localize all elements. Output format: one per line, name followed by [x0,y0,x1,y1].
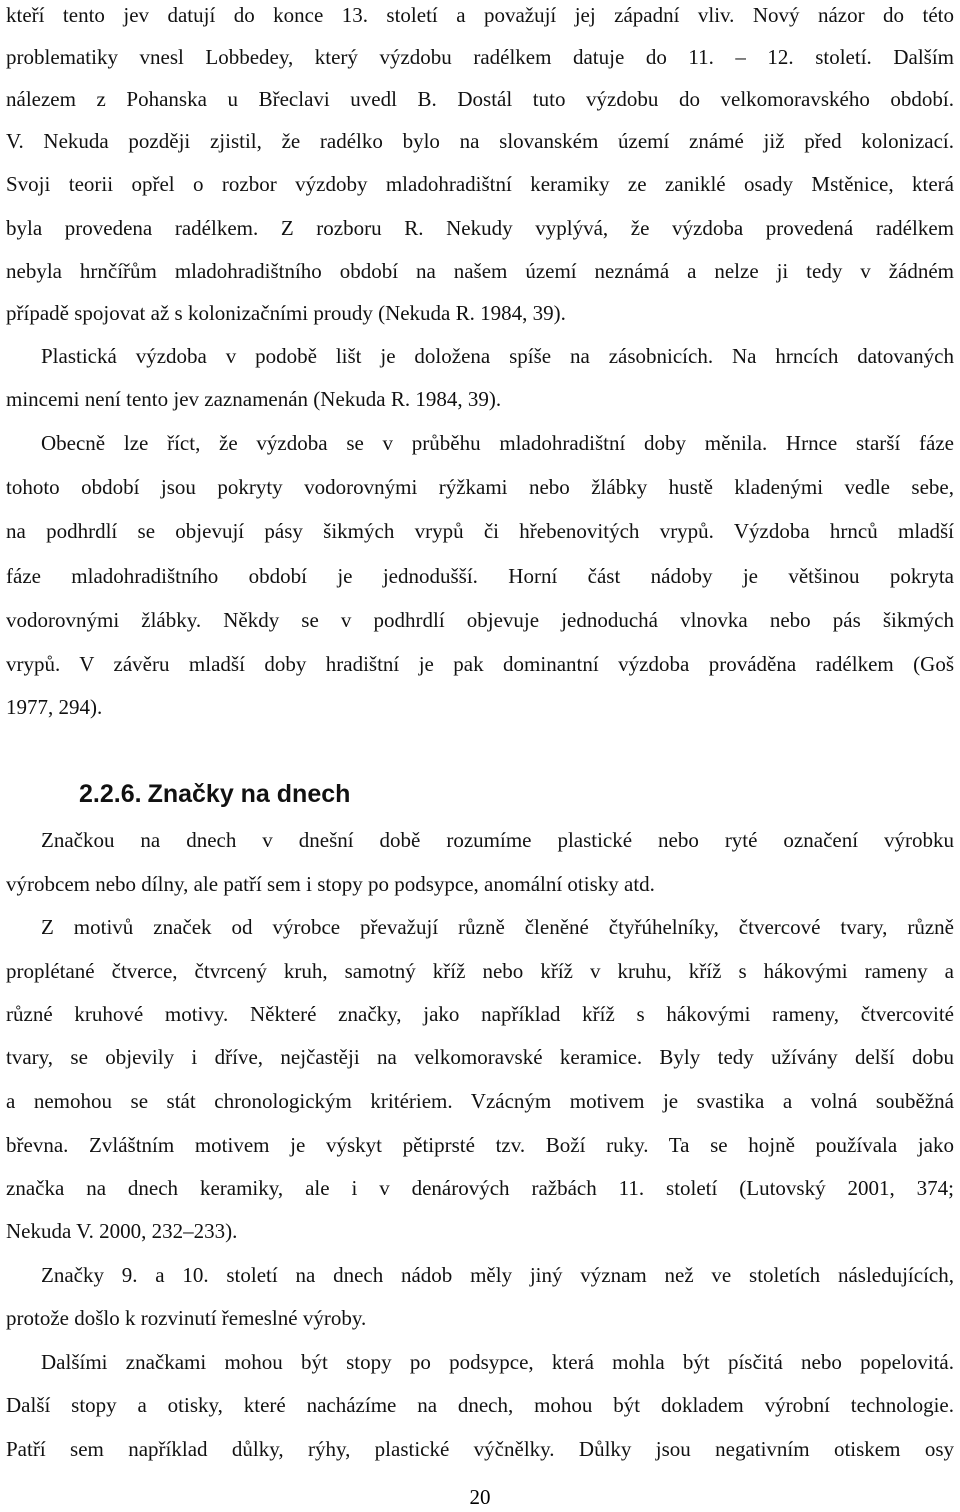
text-line: proplétané čtverce, čtvrcený kruh, samotný kříž nebo kříž v kruhu, kříž s hákovými rameny a [6,959,954,983]
section-number: 2.2.6. [79,780,142,808]
text-line: mincemi není tento jev zaznamenán (Nekuda R. 1984, 39). [6,387,502,411]
text-line: značka na dnech keramiky, ale i v denárových ražbách 11. století (Lutovský 2001, 374; [6,1176,954,1200]
text-line: kteří tento jev datují do konce 13. století a považují jej západní vliv. Nový názor do této [6,3,954,27]
text-line: Nekuda V. 2000, 232–233). [6,1219,238,1243]
text-line: protože došlo k rozvinutí řemeslné výroby. [6,1306,367,1330]
text-line: problematiky vnesl Lobbedey, který výzdobu radélkem datuje do 11. – 12. století. Dalším [6,45,954,69]
text-line: výrobcem nebo dílny, ale patří sem i stopy po podsypce, anomální otisky atd. [6,872,655,896]
text-line: různé kruhové motivy. Některé značky, jako například kříž s hákovými rameny, čtvercovité [6,1002,954,1026]
text-line: vrypů. V závěru mladší doby hradištní je pak dominantní výzdoba prováděna radélkem (Goš [6,652,954,676]
text-line: fáze mladohradištního období je jednodušší. Horní část nádoby je většinou pokryta [6,564,954,588]
text-line: Další stopy a otisky, které nacházíme na dnech, mohou být dokladem výrobní technologie. [6,1393,954,1417]
text-line: Svoji teorii opřel o rozbor výzdoby mladohradištní keramiky ze zaniklé osady Mstěnice, která [6,172,954,196]
text-line: tohoto období jsou pokryty vodorovnými rýžkami nebo žlábky hustě kladenými vedle sebe, [6,475,954,499]
text-line: 1977, 294). [6,695,103,719]
text-line: Z motivů značek od výrobce převažují různě členěné čtyřúhelníky, čtvercové tvary, různě [41,915,954,939]
text-line: a nemohou se stát chronologickým kritériem. Vzácným motivem je svastika a volná souběžná [6,1089,954,1113]
text-line: nálezem z Pohanska u Břeclavi uvedl B. Dostál tuto výzdobu do velkomoravského období. [6,87,954,111]
text-line: případě spojovat až s kolonizačními proudy (Nekuda R. 1984, 39). [6,301,566,325]
document-page [6,0,954,1509]
text-line: Značky 9. a 10. století na dnech nádob měly jiný význam než ve stoletích následujících, [41,1263,954,1287]
text-line: nebyla hrnčířům mladohradištního období na našem území neznámá a nelze ji tedy v žádném [6,259,954,283]
text-line: vodorovnými žlábky. Někdy se v podhrdlí objevuje jednoduchá vlnovka nebo pás šikmých [6,608,954,632]
section-heading [79,776,350,812]
section-title: Značky na dnech [147,780,351,808]
text-line: na podhrdlí se objevují pásy šikmých vrypů či hřebenovitých vrypů. Výzdoba hrnců mladší [6,519,954,543]
text-line: Značkou na dnech v dnešní době rozumíme plastické nebo ryté označení výrobku [41,828,954,852]
text-line: tvary, se objevily i dříve, nejčastěji na velkomoravské keramice. Byly tedy užívány delší dobu [6,1045,954,1069]
page-number: 20 [469,1485,491,1509]
text-line: V. Nekuda později zjistil, že radélko bylo na slovanském území známé již před kolonizací. [6,129,954,153]
text-line: byla provedena radélkem. Z rozboru R. Nekudy vyplývá, že výzdoba provedená radélkem [6,216,954,240]
text-line: Dalšími značkami mohou být stopy po podsypce, která mohla být písčitá nebo popelovitá. [41,1350,954,1374]
text-line: Obecně lze říct, že výzdoba se v průběhu mladohradištní doby měnila. Hrnce starší fáze [41,431,954,455]
text-line: Plastická výzdoba v podobě lišt je doložena spíše na zásobnicích. Na hrncích datovaných [41,344,954,368]
text-line: Patří sem například důlky, rýhy, plastické výčnělky. Důlky jsou negativním otiskem osy [6,1437,954,1461]
text-line: břevna. Zvláštním motivem je výskyt pětiprsté tzv. Boží ruky. Ta se hojně používala jako [6,1133,954,1157]
